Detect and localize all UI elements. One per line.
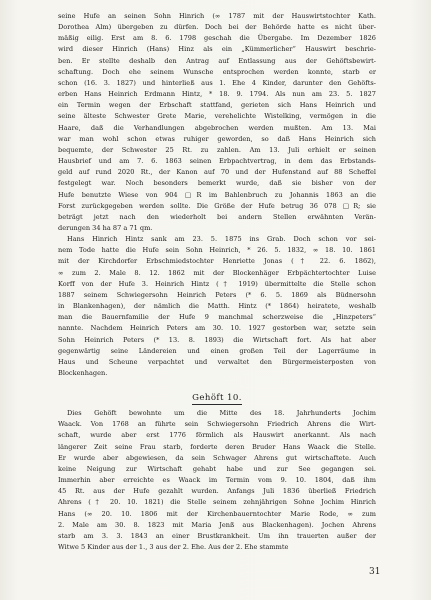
heading-text: Gehöft 10. bbox=[192, 393, 242, 404]
text-line: ben. Er stellte deshalb den Antrag auf Entlassung aus der Gehöftsbewirt- bbox=[58, 56, 376, 65]
text-line: derungen 34 ha 87 a 71 qm. bbox=[58, 223, 153, 232]
text-line: man die Bauernfamilie der Hufe 9 manchmal scherzweise die „Hinzpeters“ bbox=[58, 313, 376, 322]
text-line: Dies Gehöft bewohnte um die Mitte des 18. Jahrhunderts Jochim bbox=[67, 409, 376, 418]
text-line: Sohn Heinrich Peters (* 13. 8. 1893) die Wirtschaft fort. Als hat aber bbox=[58, 335, 376, 344]
text-line: seine Hufe an seinen Sohn Hinrich (∞ 1787 mit der Hauswirtstochter Kath. bbox=[58, 12, 376, 20]
text-line: Haare, daß die Verhandlungen abgebrochen werden mußten. Am 13. Mai bbox=[58, 123, 376, 132]
section-heading bbox=[58, 392, 376, 404]
text-line: keine Neigung zur Wirtschaft gehabt habe und zur See gegangen sei. bbox=[58, 464, 376, 473]
text-line: gegenwärtig seine Ländereien und einen großen Teil der Lagerräume in bbox=[58, 346, 376, 355]
text-line: beträgt jetzt nach den wiederholt bei andern Stellen erwähnten Verän- bbox=[58, 212, 376, 221]
text-line: Hausbrief und am 7. 6. 1863 seinen Erbpachtvertrag, in dem das Erbstands- bbox=[58, 157, 376, 166]
text-line: 45 Rt. aus der Hufe gezahlt wurden. Anfangs Juli 1836 überließ Friedrich bbox=[58, 487, 376, 496]
text-line: Forst zurückgegeben werden sollte. Die Größe der Hufe betrug 36 078 □R; sie bbox=[58, 201, 376, 210]
text-line: ein Termin wegen der Erbschaft stattfand, gerieten sich Hans Heinrich und bbox=[58, 101, 376, 110]
text-line: Korff von der Hufe 3. Heinrich Hintz († 1919) übermittelte die Stelle schon bbox=[58, 279, 376, 288]
section-gehoeft-10 bbox=[58, 408, 376, 553]
text-line: erben Hans Heinrich Erdmann Hintz, * 18. 9. 1794. Als nun am 23. 5. 1827 bbox=[58, 90, 376, 99]
text-line: Hufe benutzte Wiese von 904 □R im Bahlenbruch zu Johannis 1863 an die bbox=[58, 190, 376, 199]
text-line: geld auf rund 2020 Rt., der Kanon auf 70 und der Hufenstand auf 88 Scheffel bbox=[58, 168, 376, 177]
text-line: Er wurde aber abgewiesen, da sein Schwager Ahrens gut wirtschaftete. Auch bbox=[58, 453, 376, 462]
text-line: festgelegt war. Noch besonders bemerkt wurde, daß sie bisher von der bbox=[58, 179, 376, 188]
text-line: bequemte, der Schwester 25 Rt. zu zahlen. Am 13. Juli erhielt er seinen bbox=[58, 145, 376, 154]
text-line: nem Tode hatte die Hufe sein Sohn Heinrich, * 26. 5. 1832, ∞ 18. 10. 1861 bbox=[58, 246, 376, 255]
text-line: schaftung. Doch ehe seinem Wunsche entsprochen werden konnte, starb er bbox=[58, 67, 376, 76]
text-line: schaft, wurde aber erst 1776 förmlich als Hauswirt anerkannt. Als nach bbox=[58, 431, 376, 440]
text-line: schon (16. 3. 1827) und hinterließ aus 1. Ehe 4 Kinder, darunter den Gehöfts- bbox=[58, 78, 376, 87]
text-line: 1887 seinem Schwiegersohn Heinrich Peters (* 6. 5. 1869 als Büdnersohn bbox=[58, 290, 376, 299]
text-line: Haus und Scheune verpachtet und verwaltet den Bürgermeisterposten von bbox=[58, 357, 376, 366]
text-line: starb am 3. 3. 1843 an einer Brustkrankheit. Um ihn trauerten außer der bbox=[58, 531, 376, 540]
text-line: Dorothea Alm) übergeben zu dürfen. Doch bei der Behörde hatte es nicht über- bbox=[58, 23, 376, 32]
text-line: Waack. Von 1768 an führte sein Schwiegersohn Friedrich Ahrens die Wirt- bbox=[58, 420, 376, 429]
text-line: mäßig eilig. Erst am 8. 6. 1798 geschah die Übergabe. Im Dezember 1826 bbox=[58, 34, 376, 43]
text-line: Hans Hinrich Hintz sank am 23. 5. 1875 ins Grab. Doch schon vor sei- bbox=[67, 235, 376, 244]
section-hufe-9-continued bbox=[58, 11, 376, 234]
text-line: nannte. Nachdem Heinrich Peters am 30. 10. 1927 gestorben war, setzte sein bbox=[58, 324, 376, 333]
text-line: Ahrens († 20. 10. 1821) die Stelle seinem zehnjährigen Sohne Jochim Hinrich bbox=[58, 498, 376, 507]
text-line: längerer Zeit seine Frau starb, forderte deren Bruder Hans Waack die Stelle. bbox=[58, 442, 376, 451]
text-line: 2. Male am 30. 8. 1823 mit Maria Jenß aus Blackenhagen). Jochen Ahrens bbox=[58, 520, 376, 529]
text-line: war man wohl schon etwas ruhiger geworden, so daß Hans Heinrich sich bbox=[58, 134, 376, 143]
text-line: seine älteste Schwester Grete Marie, verehelichte Wistelking, vermögen in die bbox=[58, 112, 376, 121]
text-line: in Blankenhagen), der nämlich die Matth. Hintz (* 1864) heiratete, weshalb bbox=[58, 302, 376, 311]
section-hinz-peters bbox=[58, 234, 376, 379]
text-line: Immerhin aber erreichte es Waack im Termin vom 9. 10. 1804, daß ihm bbox=[58, 476, 376, 485]
text-line: wird dieser Hinrich (Hans) Hinz als ein „Kümmerlicher“ Hauswirt beschrie- bbox=[58, 45, 376, 54]
text-line: Blockenhagen. bbox=[58, 369, 108, 377]
page-number: 31 bbox=[369, 567, 381, 577]
text-line: Hans (∞ 20. 10. 1806 mit der Kirchenbauerntochter Marie Rode, ∞ zum bbox=[58, 509, 376, 518]
page-text bbox=[58, 11, 376, 553]
text-line: Witwe 5 Kinder aus der 1., 3 aus der 2. Ehe. Aus der 2. Ehe stammte bbox=[58, 543, 289, 552]
text-line: ∞ zum 2. Male 8. 12. 1862 mit der Blockenhäger Erbpächtertochter Luise bbox=[58, 268, 376, 277]
text-line: mit der Kirchdorfer Erbschmiedstochter Henriette Jonas († 22. 6. 1862), bbox=[58, 257, 376, 266]
spacer bbox=[58, 379, 376, 392]
